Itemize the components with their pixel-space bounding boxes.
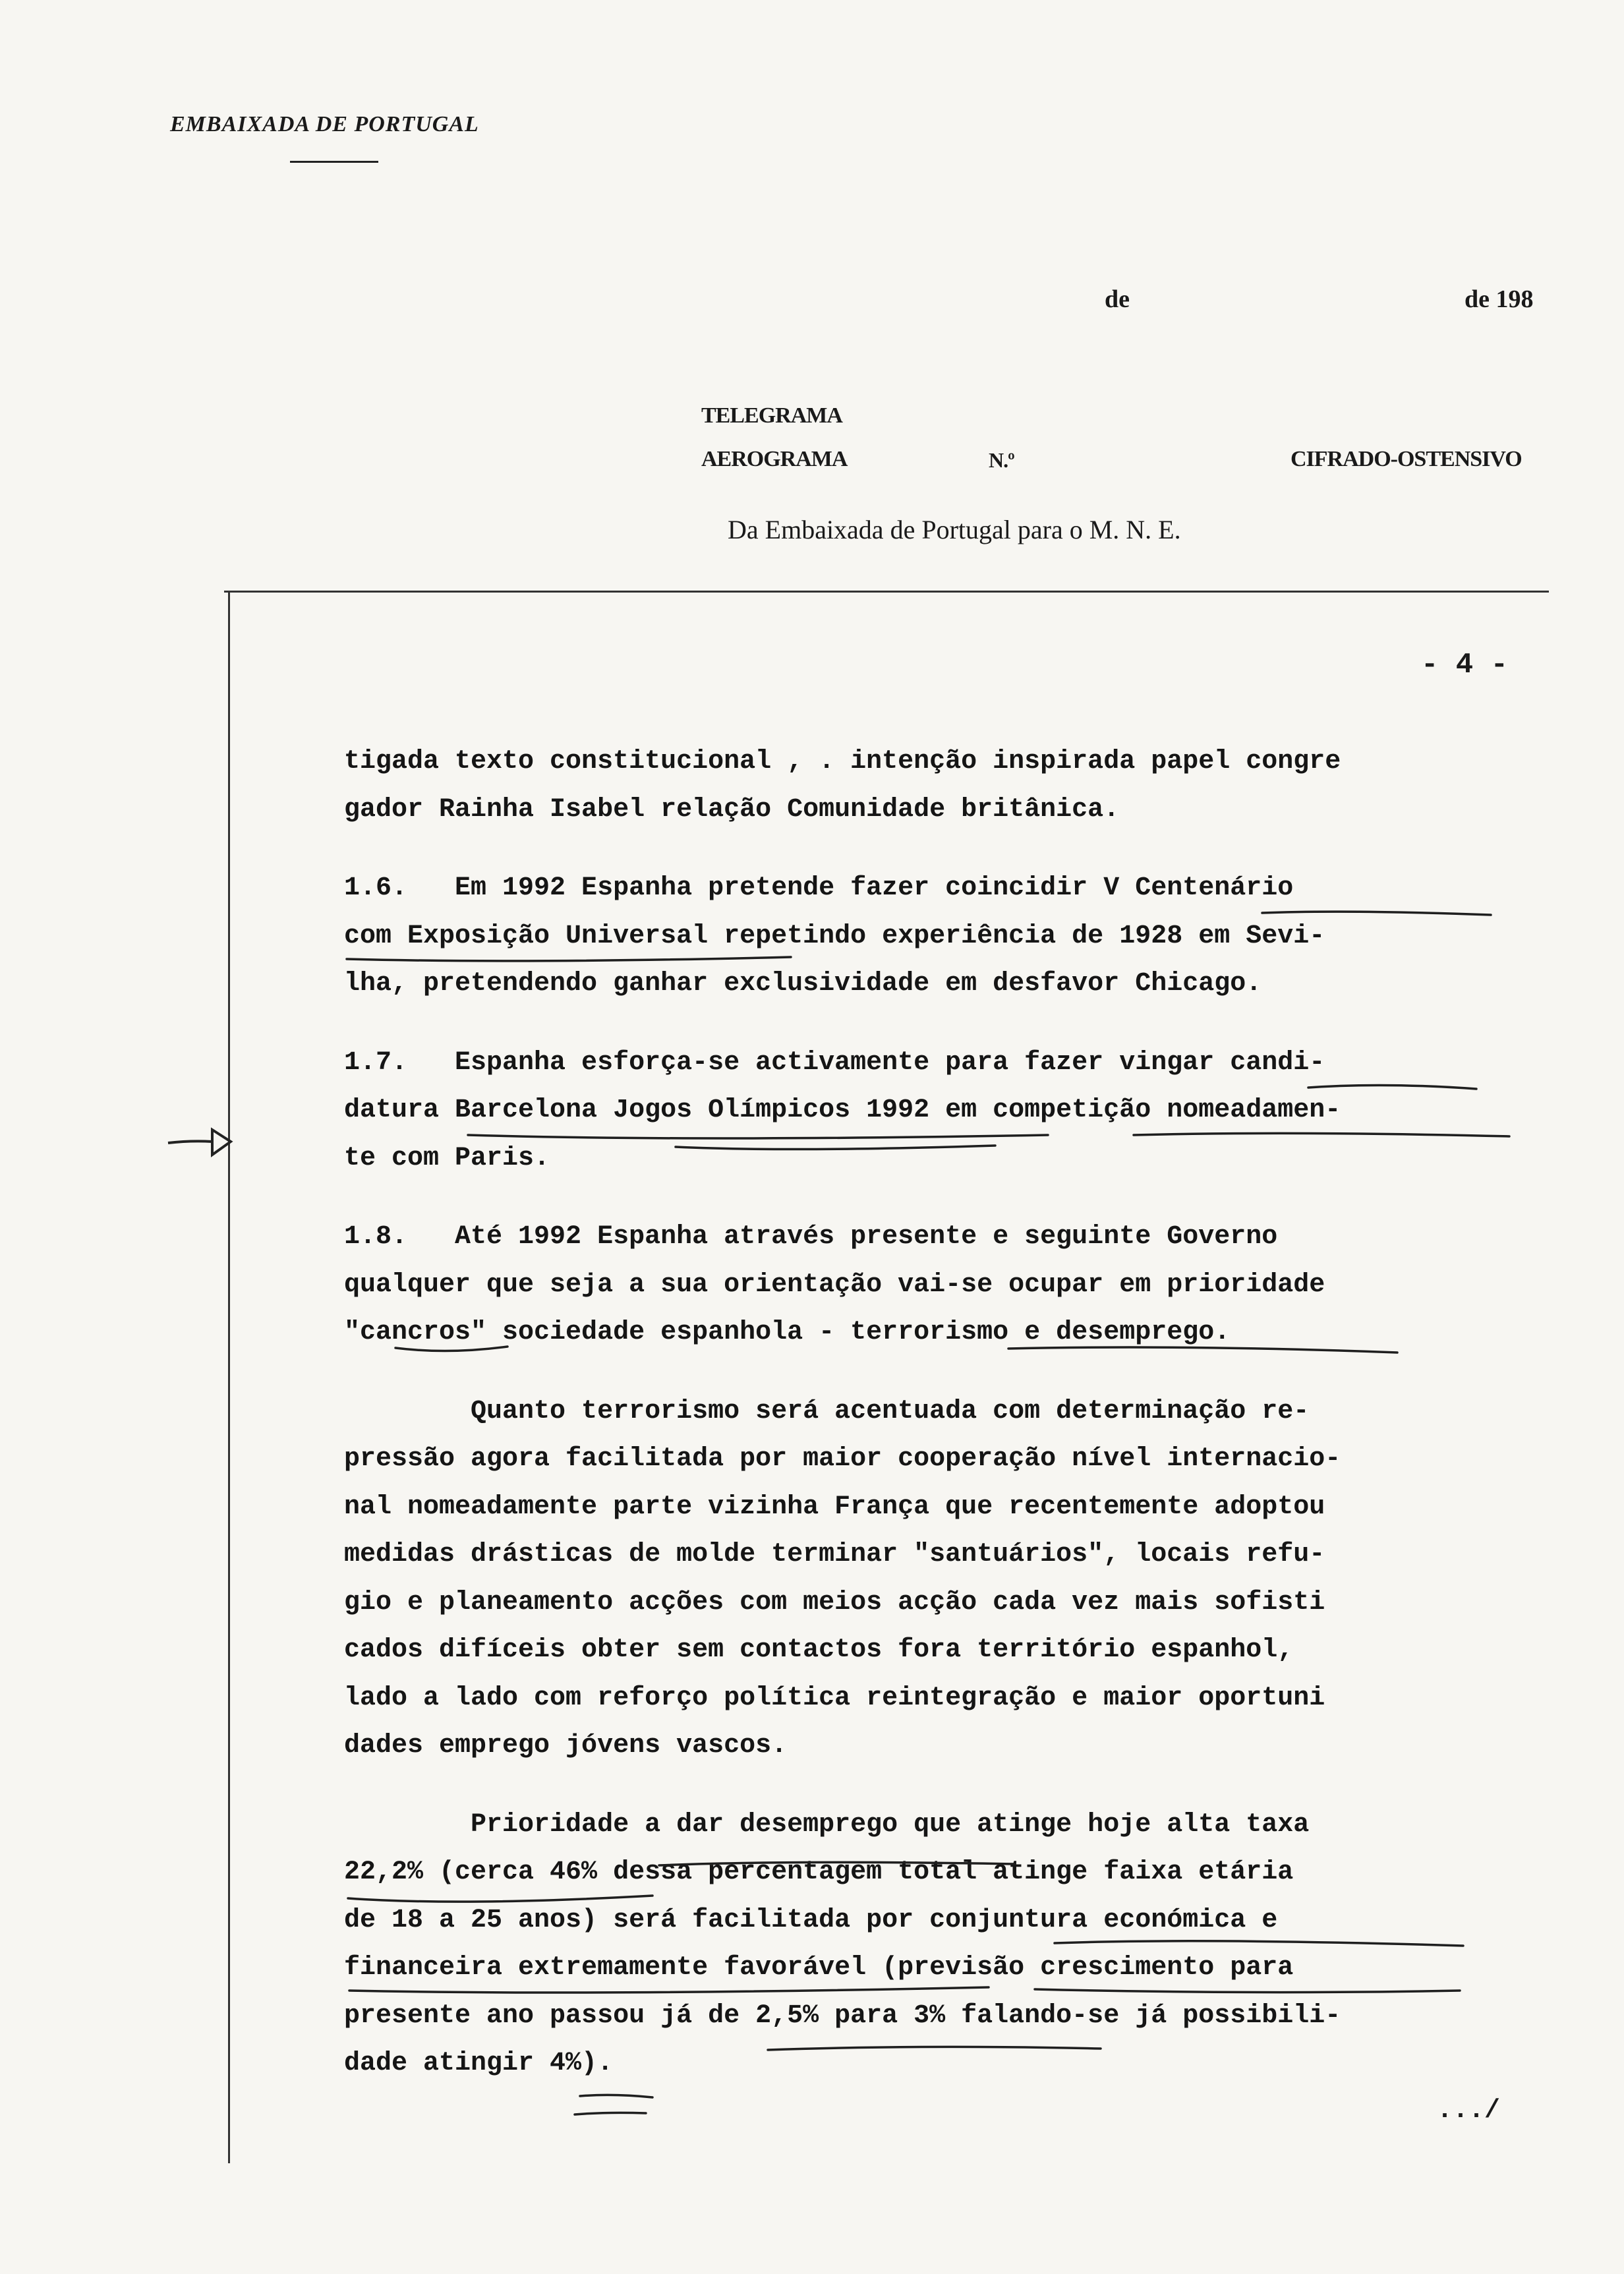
body-top-border [224,591,1549,593]
sender-recipient-line: Da Embaixada de Portugal para o M. N. E. [728,515,1181,544]
telegrama-label: TELEGRAMA [701,403,842,428]
date-year-label: de 198 [1464,285,1534,313]
body-line: Prioridade a dar desemprego que atinge hoje alta taxa [344,1809,1310,1840]
paragraph-gap [344,1357,1557,1388]
date-day-label: de [1105,285,1130,313]
number-label: N.º [989,448,1014,472]
body-line: gador Rainha Isabel relação Comunidade britânica. [344,794,1120,825]
body-line: datura Barcelona Jogos Olímpicos 1992 em competição nomeadamen- [344,1095,1341,1125]
paragraph-gap [344,834,1557,865]
body-line: dades emprego jóvens vascos. [344,1731,788,1761]
body-line: 1.6. Em 1992 Espanha pretende fazer coincidir V Centenário [344,873,1294,903]
paragraph-gap [344,1182,1557,1213]
body-line: presente ano passou já de 2,5% para 3% falando-se já possibili- [344,2000,1341,2031]
aerograma-label: AEROGRAMA [701,447,848,471]
body-line: 1.7. Espanha esforça-se activamente para fazer vingar candi- [344,1047,1325,1078]
body-line: tigada texto constitucional , . intenção inspirada papel congre [344,747,1341,776]
body-line: qualquer que seja a sua orientação vai-se ocupar em prioridade [344,1269,1325,1300]
body-left-border [228,592,230,2163]
paragraph-gap [344,1770,1557,1801]
body-line: com Exposição Universal repetindo experiência de 1928 em Sevi- [344,921,1325,951]
body-line: te com Paris. [344,1143,550,1173]
body-line: pressão agora facilitada por maior cooperação nível internacio- [344,1444,1341,1474]
margin-arrow-icon [165,1122,244,1161]
embassy-header: EMBAIXADA DE PORTUGAL [170,112,479,136]
body-line: nal nomeadamente parte vizinha França que recentemente adoptou [344,1492,1325,1522]
continuation-mark: .../ [1437,2096,1501,2126]
body-line: 22,2% (cerca 46% dessa percentagem total atinge faixa etária [344,1857,1294,1887]
telegram-body [344,738,1557,2088]
page-number: - 4 - [1421,649,1509,682]
body-line: "cancros" sociedade espanhola - terrorismo e desemprego. [344,1318,1231,1347]
body-line: dade atingir 4%). [344,2049,614,2078]
body-line: lado a lado com reforço política reintegração e maior oportuni [344,1683,1325,1713]
header-divider [290,161,378,163]
body-line: lha, pretendendo ganhar exclusividade em desfavor Chicago. [344,969,1262,999]
cifrado-ostensivo-label: CIFRADO-OSTENSIVO [1290,447,1522,471]
body-line: financeira extremamente favorável (previsão crescimento para [344,1953,1294,1983]
paragraph-gap [344,1008,1557,1039]
body-line: gio e planeamento acções com meios acção cada vez mais sofisti [344,1587,1325,1618]
body-line: de 18 a 25 anos) será facilitada por conjuntura económica e [344,1905,1278,1935]
body-line: Quanto terrorismo será acentuada com determinação re- [344,1396,1310,1426]
body-line: cados difíceis obter sem contactos fora território espanhol, [344,1635,1294,1665]
body-line: 1.8. Até 1992 Espanha através presente e seguinte Governo [344,1222,1278,1252]
body-line: medidas drásticas de molde terminar "santuários", locais refu- [344,1540,1325,1569]
